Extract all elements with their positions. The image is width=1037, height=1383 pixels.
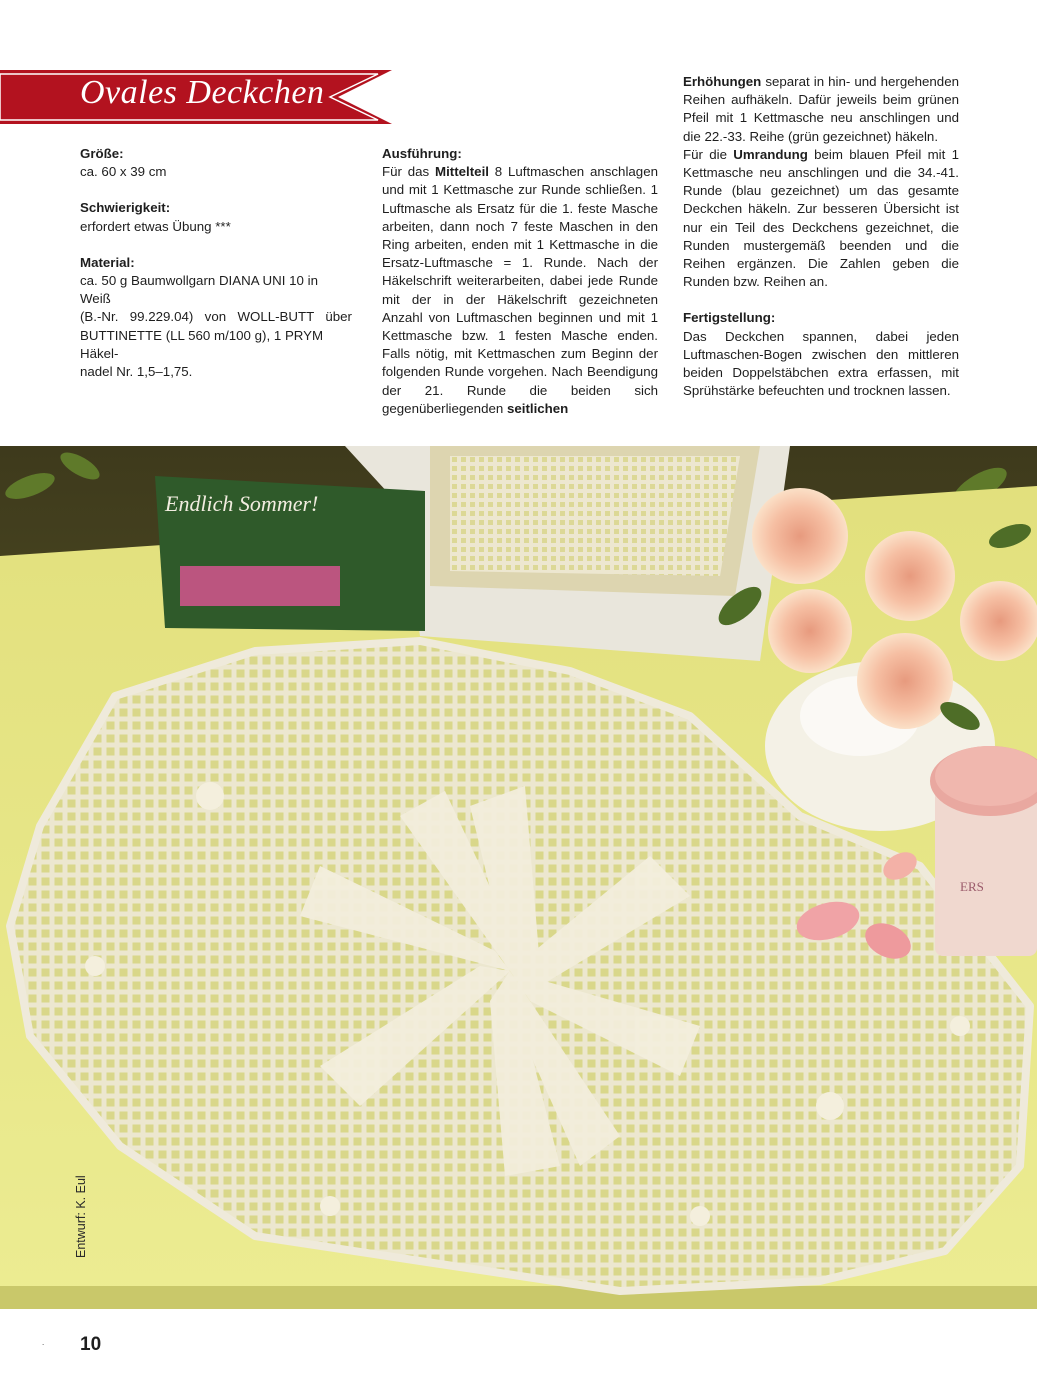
photo-illustration (0, 446, 1037, 1309)
difficulty-value: erfordert etwas Übung *** (80, 218, 231, 234)
page-number: 10 (80, 1334, 102, 1355)
page-dot: . (42, 1338, 45, 1347)
doily-photo (0, 446, 1037, 1309)
material-line: BUTTINETTE (LL 560 m/100 g), 1 PRYM Häkel- (80, 327, 324, 361)
instructions-text: Für das Mittelteil 8 Luftmaschen anschlagen und mit 1 Kettmasche zur Runde schließen. 1 Luftmasche als Ersatz für die 1. feste Masche arbeiten, dann noch 7 feste Maschen in den Ring arbeiten, enden mit 1 Kettmasche in die Ersatz-Luftmasche = 1. Runde. Nach der Häkelschrift weiterarbeiten, dabei jede Runde mit der in der Häkelschrift gezeichneten Anzahl von Luftmaschen beginnen und mit 1 Kettmasche bzw. 1 festen Masche enden. Falls nötig, mit Kettmaschen zum Beginn der folgenden Runde vorgehen. Nach Beendigung der 21. Runde die beiden sich gegenüberliegenden seitlichen (382, 164, 658, 416)
material-line: (B.-Nr. 99.229.04) von WOLL-BUTT über (80, 309, 352, 325)
material-label: Material: (80, 254, 135, 270)
card-text: Endlich Sommer! (165, 491, 319, 516)
material-line: nadel Nr. 1,5–1,75. (80, 364, 193, 380)
paragraph-border: Für die Umrandung beim blauen Pfeil mit 1 Kettmasche neu anschlingen und die 34.-41. Runde (blau gezeichnet) um das gesamte Deckchen häkeln. Zur besseren Übersicht ist nur ein Teil des Deckchens gezeichnet, die Runden mustergemäß beenden und die Reihen ergänzen. Die Zahlen geben die Runden bzw. Reihen an. (683, 146, 959, 290)
page-title: Ovales Deckchen (80, 74, 325, 111)
specs-column (80, 145, 352, 381)
finish-label: Fertigstellung: (683, 310, 776, 326)
size-value: ca. 60 x 39 cm (80, 164, 167, 180)
paragraph-raises: Erhöhungen separat in hin- und hergehenden Reihen aufhäkeln. Dafür jeweils beim grünen Pfeil mit 1 Kettmasche neu anschlingen und die 22.-33. Reihe (grün gezeichnet) häkeln. (683, 74, 959, 144)
size-label: Größe: (80, 146, 124, 161)
difficulty-label: Schwierigkeit: (80, 200, 171, 216)
instructions-label: Ausführung: (382, 146, 462, 161)
instructions-column-2 (683, 73, 959, 400)
instructions-column (382, 145, 658, 418)
finish-text: Das Deckchen spannen, dabei jeden Luftmaschen-Bogen zwischen den mittleren beiden Doppelstäbchen extra erfassen, mit Sprühstärke befeuchten und trocknen lassen. (683, 328, 959, 399)
material-line: ca. 50 g Baumwollgarn DIANA UNI 10 in Weiß (80, 273, 318, 307)
design-credit: Entwurf: K. Eul (74, 1175, 88, 1258)
tin-label: ERS (960, 879, 984, 894)
